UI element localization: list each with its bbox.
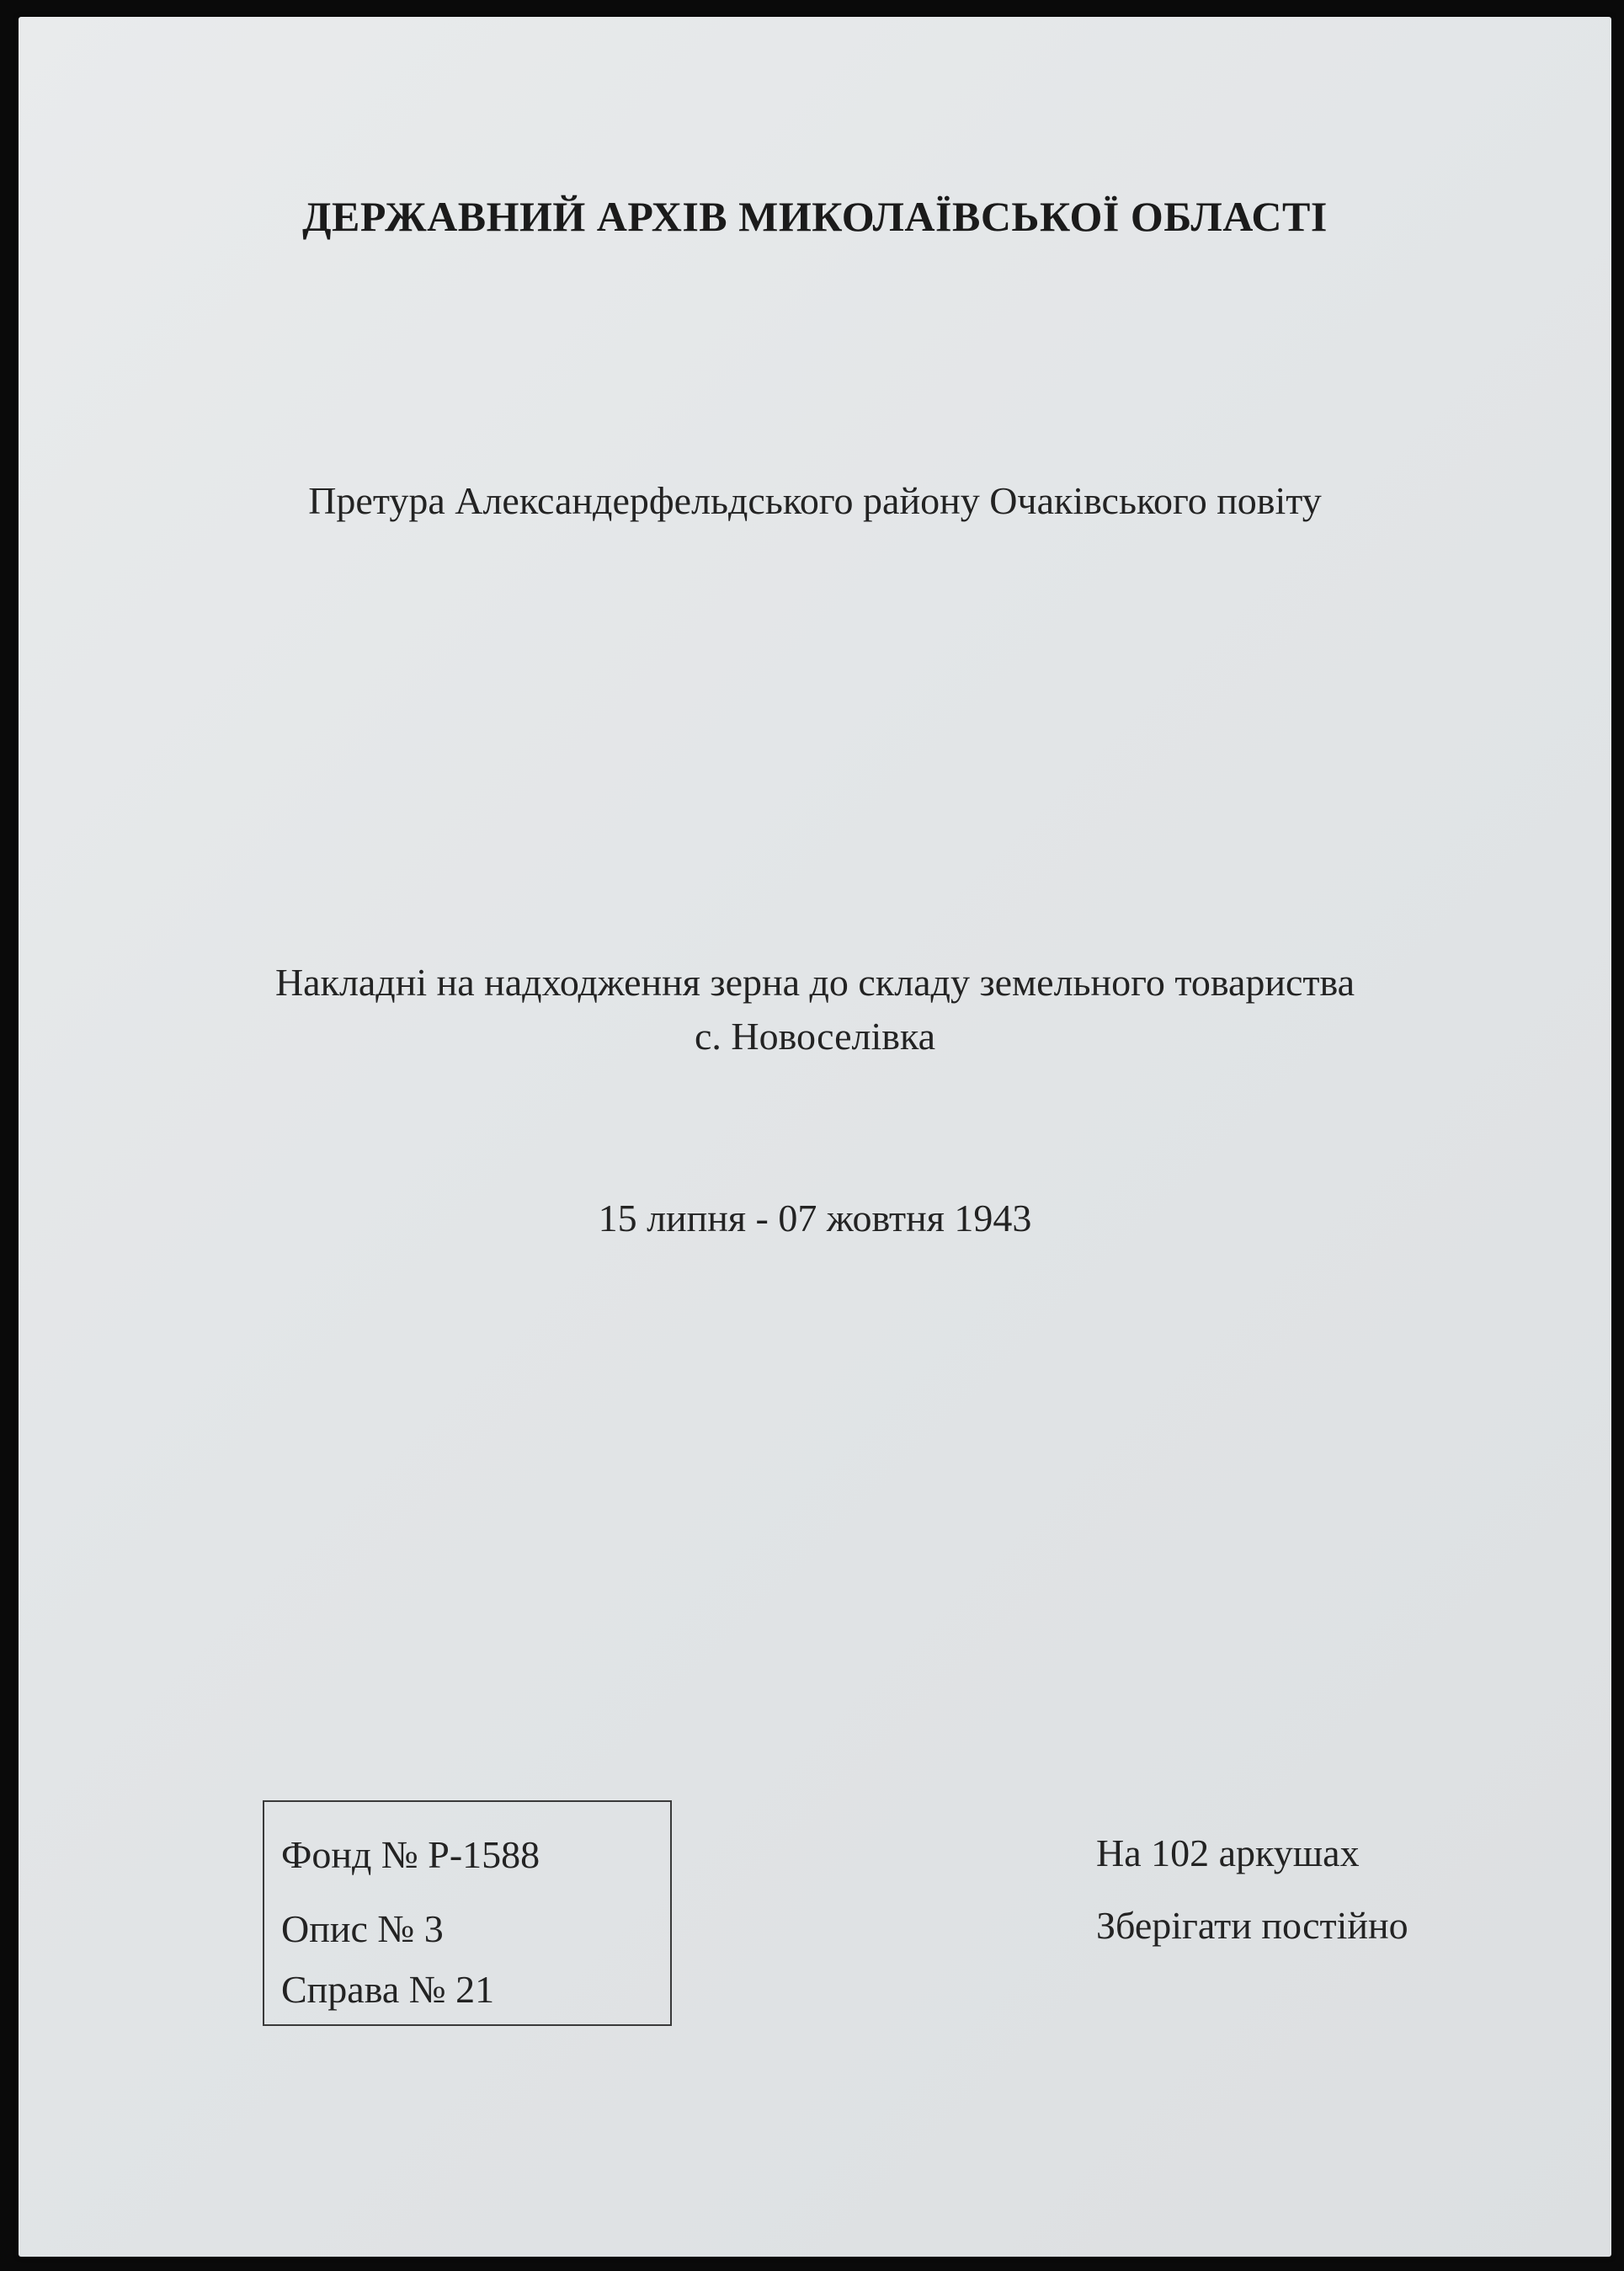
archive-reference-box [263, 1800, 672, 2026]
sheet-count: На 102 аркушах [1096, 1831, 1360, 1874]
date-range: 15 липня - 07 жовтня 1943 [598, 1197, 1032, 1239]
document-sheet [19, 17, 1611, 2257]
sprava-number: Справа № 21 [281, 1968, 495, 2011]
organization-name: Претура Александерфельдського району Очаківського повіту [308, 479, 1322, 522]
fond-number: Фонд № Р-1588 [281, 1833, 540, 1876]
opys-number: Опис № 3 [281, 1907, 444, 1950]
retention-note: Зберігати постійно [1096, 1904, 1408, 1947]
file-description-line-1: Накладні на надходження зерна до складу земельного товариства [274, 961, 1355, 1004]
archive-title: ДЕРЖАВНИЙ АРХІВ МИКОЛАЇВСЬКОЇ ОБЛАСТІ [302, 193, 1328, 240]
file-description-line-2: с. Новоселівка [694, 1015, 936, 1058]
